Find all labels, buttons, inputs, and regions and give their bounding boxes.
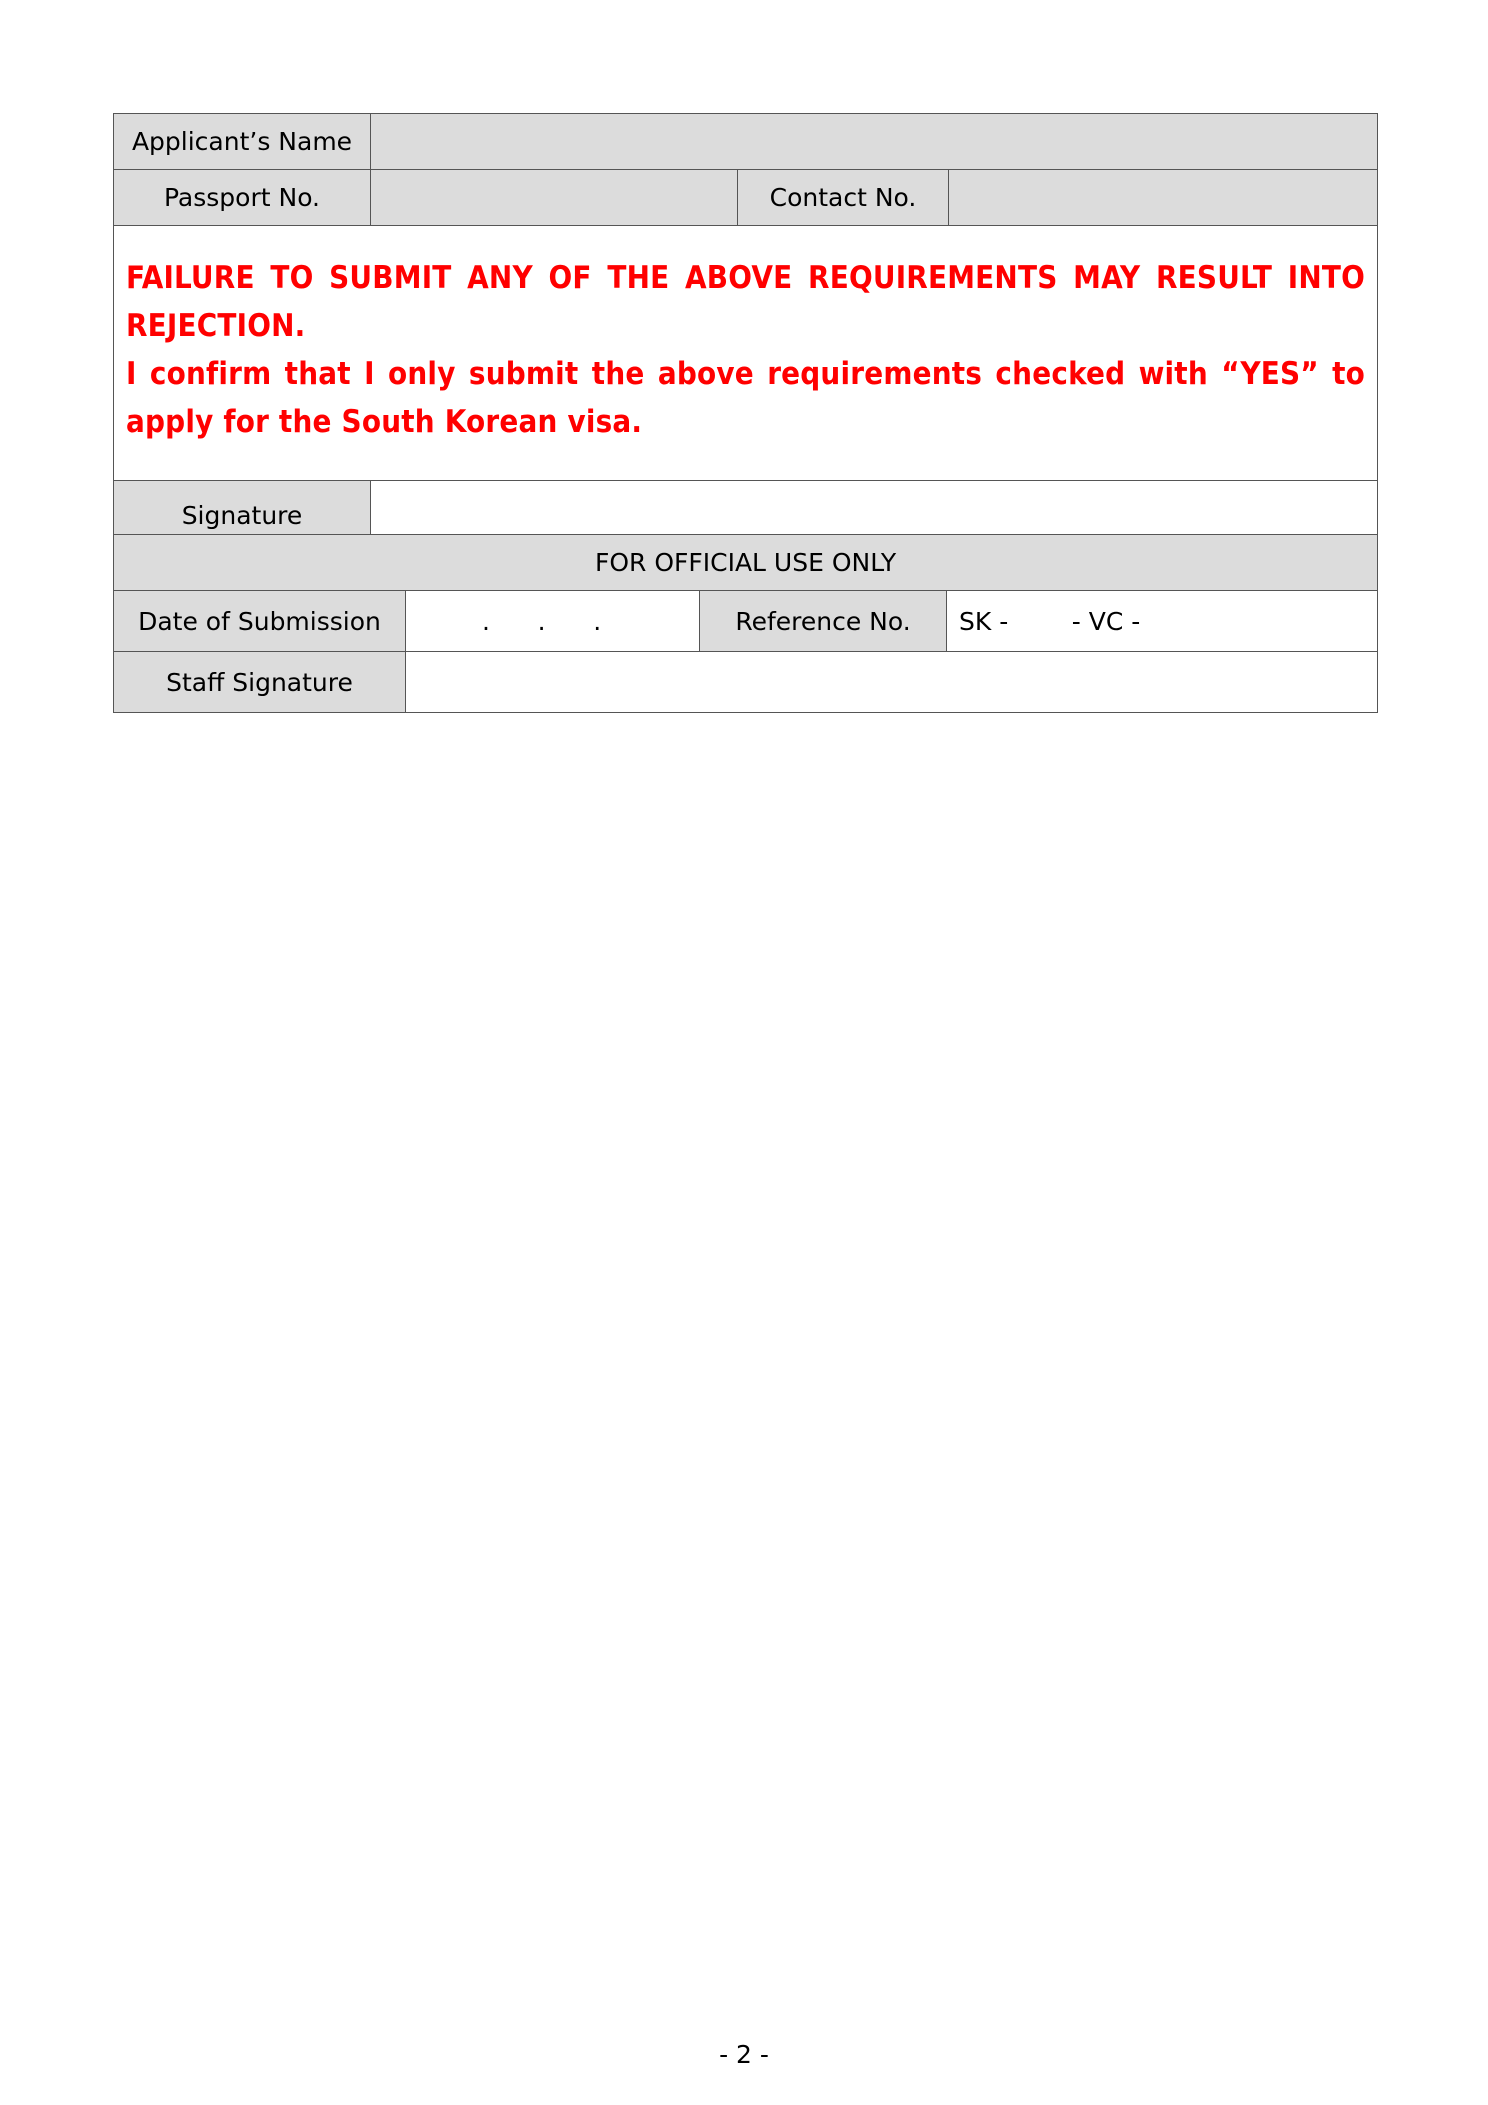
- official-use-header: FOR OFFICIAL USE ONLY: [114, 535, 1378, 591]
- reference-no-label: Reference No.: [700, 591, 947, 652]
- contact-no-field[interactable]: [949, 170, 1378, 226]
- signature-label: Signature: [114, 481, 371, 551]
- reference-no-field[interactable]: SK - - VC -: [947, 591, 1378, 652]
- page-number: - 2 -: [719, 2040, 769, 2069]
- contact-no-label: Contact No.: [738, 170, 949, 226]
- official-use-table: [113, 534, 1378, 713]
- date-of-submission-label: Date of Submission: [114, 591, 406, 652]
- rejection-notice: [114, 226, 1378, 481]
- applicant-info-table: [113, 113, 1378, 551]
- confirmation-text: I confirm that I only submit the above requirements checked with “YES” to apply for the South Korean visa.: [126, 356, 1366, 440]
- applicant-name-label: Applicant’s Name: [114, 114, 371, 170]
- passport-no-label: Passport No.: [114, 170, 371, 226]
- date-of-submission-field[interactable]: . . .: [406, 591, 700, 652]
- applicant-name-field[interactable]: [371, 114, 1378, 170]
- rejection-warning-text: FAILURE TO SUBMIT ANY OF THE ABOVE REQUIREMENTS MAY RESULT INTO REJECTION.: [126, 260, 1366, 344]
- staff-signature-label: Staff Signature: [114, 652, 406, 713]
- staff-signature-field[interactable]: [406, 652, 1378, 713]
- passport-no-field[interactable]: [371, 170, 738, 226]
